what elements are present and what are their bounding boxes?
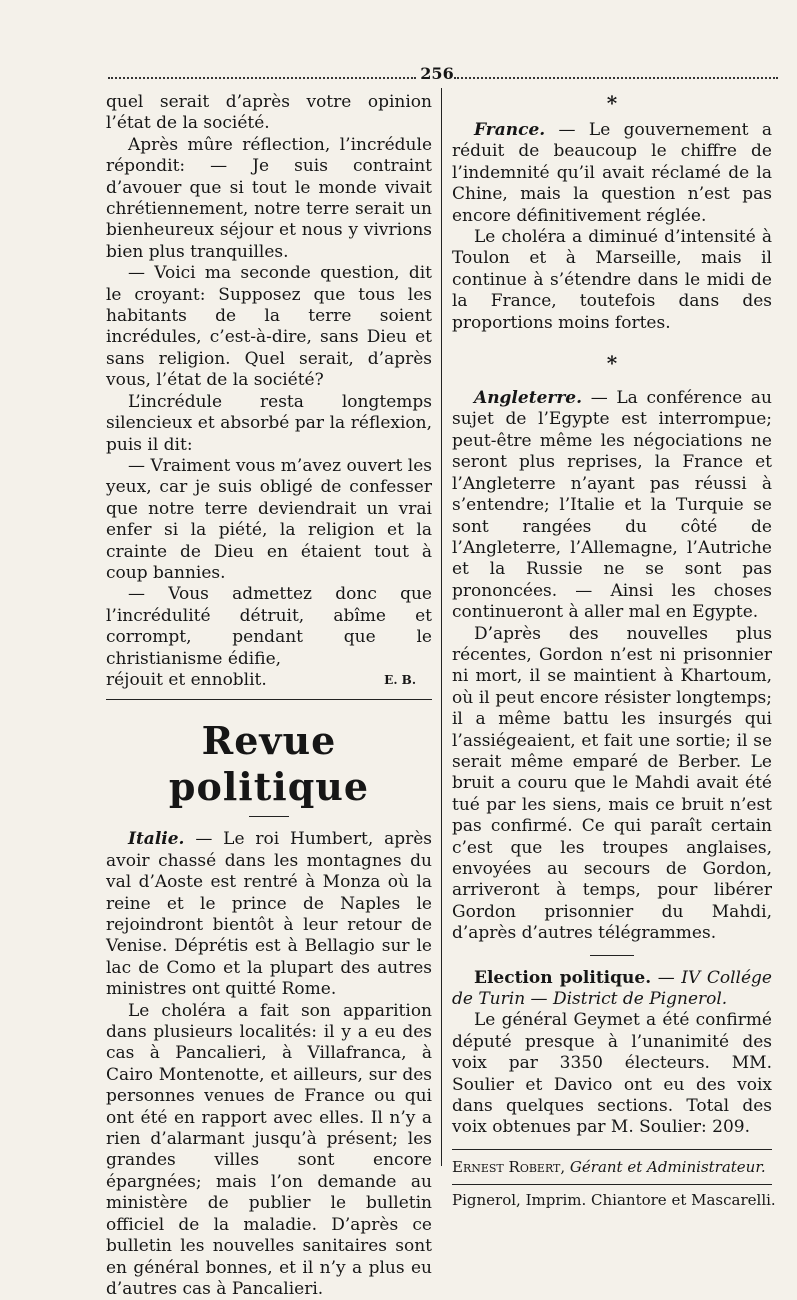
title-dash [249, 816, 289, 817]
gerant-line [452, 1158, 772, 1176]
header-rule-left [108, 77, 416, 79]
election-heading: Election politique. [474, 967, 652, 988]
footer-rule [452, 1149, 772, 1150]
page-header [108, 64, 778, 86]
paragraph: — Vraiment vous m’avez ouvert les yeux, car je suis obligé de confesser que notre terre deviendrait un vrai enfer si la piété, la religion et la crainte de Dieu en étaient tout à coup bannies. [106, 455, 432, 583]
header-rule-right [454, 77, 778, 79]
paragraph: — Vous admettez donc que l’incrédulité détruit, abîme et corrompt, pendant que le christianisme édifie, [106, 584, 432, 669]
paragraph: quel serait d’après votre opinion l’état de la société. [106, 92, 432, 134]
news-item-italie [106, 829, 432, 1000]
author-initials: E. B. [384, 672, 416, 687]
country-heading: Angleterre. [474, 388, 583, 409]
paragraph: L’incrédule resta longtemps silencieux et absorbé par la réflexion, puis il dit: [106, 391, 432, 455]
election-subheading: — IV Collége de Turin — District de Pignerol. [452, 967, 772, 1010]
printer-line: Pignerol, Imprim. Chiantore et Mascarelli. [452, 1190, 776, 1209]
left-column [106, 92, 432, 1300]
paragraph: Après mûre réflection, l’incrédule répondit: — Je suis contraint d’avouer que si tout le monde vivait chrétiennement, notre terre serait un bienheureux séjour et nous y vivrions bien plus tranquilles. [106, 134, 432, 262]
country-heading: France. [474, 120, 546, 140]
news-item-france [452, 120, 772, 227]
election-heading-line [452, 968, 772, 1011]
news-text: — Le roi Humbert, après avoir chassé dans les montagnes du val d’Aoste est rentré à Monza où la reine et le prince de Naples le rejoindront bientôt à leur retour de Venise. Déprétis est à Bellagio sur le lac de Como et la plupart des autres ministres ont quitté Rome. [106, 829, 432, 1000]
country-heading: Italie. [128, 829, 185, 850]
right-column [452, 91, 776, 1209]
last-line: réjouit et ennoblit. [106, 669, 267, 690]
page-number: 256 [420, 64, 454, 83]
section-dash [590, 955, 634, 956]
news-item-angleterre [452, 388, 772, 623]
column-divider [441, 88, 442, 1166]
section-title: Revue politique [168, 718, 370, 810]
news-text: — Le gouvernement a réduit de beaucoup le chiffre de l’indemnité qu’il avait réclamé de la Chine, mais la question n’est pas encore définitivement réglée. [452, 120, 772, 226]
separator-star: * [606, 351, 618, 376]
paragraph: Le choléra a diminué d’intensité à Toulon et à Marseille, mais il continue à s’étendre dans le midi de la France, toutefois dans des proportions moins fortes. [452, 227, 772, 333]
separator-star: * [606, 91, 618, 115]
section-rule [106, 699, 432, 700]
paragraph: Le général Geymet a été confirmé député presque à l’unanimité des voix par 3350 électeurs. MM. Soulier et Davico ont eu des voix dans quelques sections. Total des voix obtenues par M. Soulier: 209. [452, 1010, 772, 1138]
gerant-role: Gérant et Administrateur. [565, 1157, 766, 1176]
paragraph: D’après des nouvelles plus récentes, Gordon n’est ni prisonnier ni mort, il se maintient à Khartoum, où il peut encore résister longtemps; il a même battu les insurgés qui l’assiégeaient, et fait une sortie; il se serait même emparé de Berber. Le bruit a couru que le Mahdi avait été tué par les siens, mais ce bruit n’est pas confirmé. Ce qui paraît certain c’est que les troupes anglaises, envoyées au secours de Gordon, arriveront à temps, pour libérer Gordon prisonnier du Mahdi, d’après d’autres télégrammes. [452, 623, 772, 944]
paragraph: — Voici ma seconde question, dit le croyant: Supposez que tous les habitants de la terre soient incrédules, c’est-à-dire, sans Dieu et sans religion. Quel serait, d’après vous, l’état de la société? [106, 263, 432, 391]
gerant-name: Ernest Robert, [452, 1157, 566, 1176]
article-closing [106, 670, 432, 691]
footer-rule [452, 1184, 772, 1185]
news-text: — La conférence au sujet de l’Egypte est interrompue; peut-être même les négociations ne seront plus reprises, la France et l’Angleterre n’ayant pas réussi à s’entendre; l’Italie et la Turquie se sont rangées du côté de l’Angleterre, l’Allemagne, l’Autriche et la Russie ne se sont pas prononcées. — Ainsi les choses continueront à aller mal en Egypte. [452, 388, 772, 623]
paragraph: Le choléra a fait son apparition dans plusieurs localités: il y a eu des cas à Pancalieri, à Villafranca, à Cairo Montenotte, et ailleurs, sur des personnes venues de France ou qui ont été en rapport avec elles. Il n’y a rien d’alarmant jusqu’à présent; les grandes villes sont encore épargnées; mais l’on demande au ministère de publier le bulletin officiel de la maladie. D’après ce bulletin les nouvelles sanitaires sont en général bonnes, et il n’y a plus eu d’autres cas à Pancalieri. [106, 1000, 432, 1299]
